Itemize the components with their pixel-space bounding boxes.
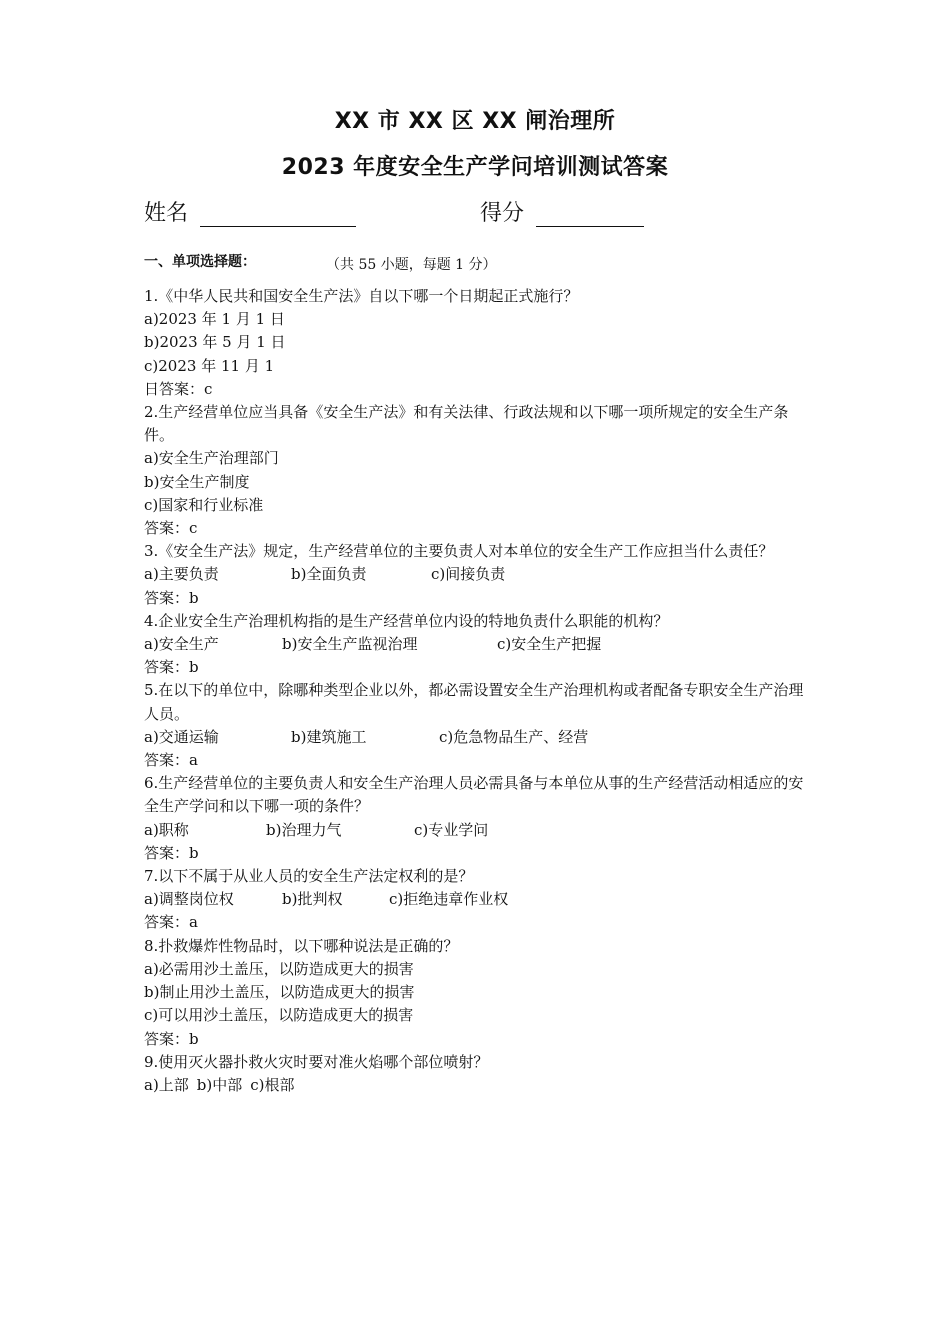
option-c: c)国家和行业标准 [144,495,264,514]
question-text: 5.在以下的单位中，除哪种类型企业以外，都必需设置安全生产治理机构或者配备专职安全生产治理人员。 [144,681,804,723]
question-text: 9.使用灭火器扑救火灾时要对准火焰哪个部位喷射？ [144,1052,489,1071]
option-a: a)2023 年 1 月 1 日 [144,310,285,329]
question-list [144,285,804,1097]
answer: 日答案：c [144,379,213,398]
option-c: c)专业学问 [414,820,489,839]
option-c: c)危急物品生产、经营 [439,727,589,746]
answer: 答案：a [144,751,198,770]
option-b: b)批判权 [282,890,343,909]
option-c: c)安全生产把握 [497,635,602,654]
option-c: c)2023 年 11 月 1 [144,356,275,375]
option-a: a)主要负责 [144,565,219,584]
question-item [144,540,804,610]
option-b: b)安全生产监视治理 [282,635,418,654]
answer: 答案：b [144,658,199,677]
question-item [144,772,804,865]
question-text: 2.生产经营单位应当具备《安全生产法》和有关法律、行政法规和以下哪一项所规定的安全生产条件。 [144,403,789,445]
option-a: a)职称 [144,820,189,839]
options-row [144,726,804,749]
score-blank [536,202,644,227]
options-row [144,1074,804,1097]
answer: 答案：b [144,843,199,862]
question-item [144,285,804,401]
option-b: b)建筑施工 [291,727,367,746]
question-text: 3.《安全生产法》规定，生产经营单位的主要负责人对本单位的安全生产工作应担当什么责任？ [144,542,774,561]
question-text: 1.《中华人民共和国安全生产法》自以下哪一个日期起正式施行？ [144,287,579,305]
score-label: 得分 [480,201,525,226]
option-a: a)交通运输 [144,727,219,746]
question-text: 4.企业安全生产治理机构指的是生产经营单位内设的特地负责什么职能的机构？ [144,611,669,630]
name-blank [200,202,356,227]
name-label: 姓名 [144,201,189,226]
question-item [144,865,804,935]
option-c: c)可以用沙土盖压，以防造成更大的损害 [144,1006,414,1025]
question-item [144,679,804,772]
answer: 答案：a [144,913,198,932]
option-c: c)根部 [250,1075,295,1094]
section-header [144,251,497,273]
options-row [144,633,804,656]
question-text: 8.扑救爆炸性物品时，以下哪种说法是正确的？ [144,936,459,955]
option-b: b)制止用沙土盖压，以防造成更大的损害 [144,983,415,1002]
document-title-line2: 2023 年度安全生产学问培训测试答案 [281,155,669,180]
option-c: c)间接负责 [431,565,506,584]
option-b: b)治理力气 [266,820,342,839]
option-b: b)2023 年 5 月 1 日 [144,333,286,352]
option-b: b)安全生产制度 [144,472,250,491]
name-field [144,196,356,227]
option-a: a)上部 [144,1075,189,1094]
options-row [144,888,804,911]
question-item [144,1051,804,1097]
question-item [144,935,804,1051]
options-row [144,819,804,842]
answer: 答案：b [144,1029,199,1048]
answer: 答案：b [144,588,199,607]
question-item [144,610,804,680]
option-a: a)安全生产治理部门 [144,449,279,468]
option-a: a)必需用沙土盖压，以防造成更大的损害 [144,959,414,978]
option-c: c)拒绝违章作业权 [389,890,509,909]
score-field [480,196,644,227]
question-text: 6.生产经营单位的主要负责人和安全生产治理人员必需具备与本单位从事的生产经营活动相适应的安全生产学问和以下哪一项的条件？ [144,774,804,816]
option-b: b)全面负责 [291,565,367,584]
document-title-line1: XX 市 XX 区 XX 闸治理所 [334,109,616,134]
section-title: 一、单项选择题： [144,254,256,270]
option-a: a)调整岗位权 [144,890,234,909]
question-text: 7.以下不属于从业人员的安全生产法定权利的是？ [144,867,474,886]
section-note: （共 55 小题，每题 1 分） [326,257,497,273]
options-row [144,563,804,586]
answer: 答案：c [144,519,198,538]
question-item [144,401,804,540]
option-b: b)中部 [196,1075,243,1094]
option-a: a)安全生产 [144,635,219,654]
